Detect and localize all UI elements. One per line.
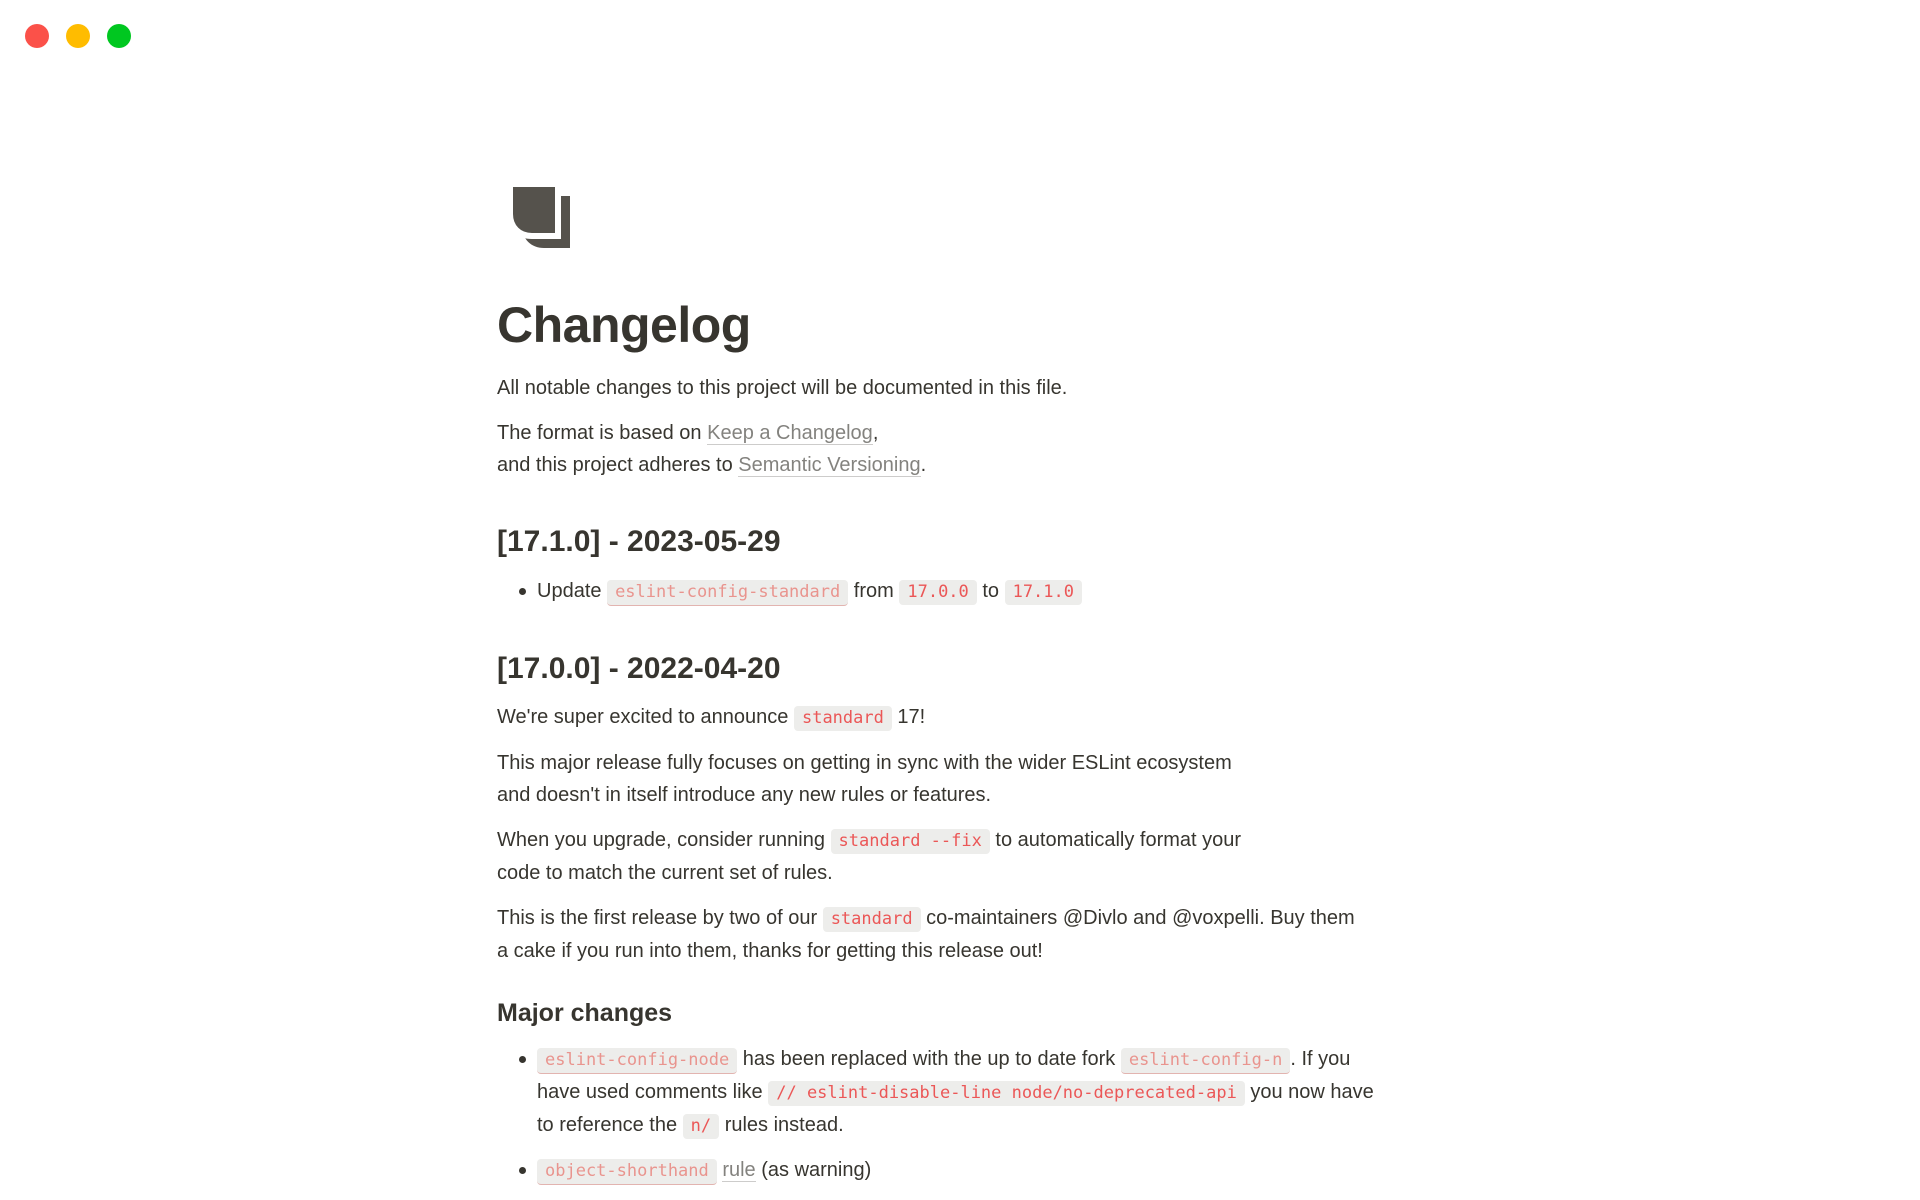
section-heading: Major changes — [497, 999, 673, 1027]
bullet-marker — [497, 575, 537, 608]
text-run: . If you — [1290, 1048, 1351, 1070]
minimize-button[interactable] — [66, 24, 90, 48]
text-run: you now have — [1244, 1081, 1374, 1103]
text-run: rules instead. — [719, 1114, 844, 1136]
text-run: have used comments like — [537, 1081, 769, 1103]
inline-code-link[interactable]: object-shorthand — [537, 1159, 717, 1185]
paragraph — [497, 417, 1697, 481]
text-run: Update — [537, 580, 608, 602]
text-run: 17! — [891, 706, 926, 728]
bullet-item — [497, 575, 1697, 608]
inline-code: standard — [794, 706, 892, 731]
text-run: We're super excited to announce — [497, 706, 794, 728]
inline-code-link[interactable]: eslint-config-node — [537, 1048, 737, 1074]
journals-icon[interactable] — [508, 182, 580, 262]
bullet-text — [537, 575, 1697, 608]
paragraph — [497, 701, 1697, 734]
document-page — [497, 182, 1697, 1187]
text-run: from — [848, 580, 900, 602]
bullet-marker — [497, 1043, 537, 1142]
inline-link[interactable]: Keep a Changelog — [707, 422, 873, 444]
text-run: and this project adheres to — [497, 454, 739, 476]
paragraph — [497, 902, 1697, 967]
text-run: and doesn't in itself introduce any new rules or features. — [497, 784, 992, 806]
text-run: . — [920, 454, 927, 476]
text-run: This major release fully focuses on getting in sync with the wider ESLint ecosystem — [497, 752, 1232, 774]
bullet-text — [537, 1043, 1697, 1142]
text-run: to — [976, 580, 1005, 602]
text-run: to automatically format your — [989, 829, 1242, 851]
text-run: has been replaced with the up to date fork — [737, 1048, 1121, 1070]
paragraph — [497, 372, 1697, 404]
text-run: co-maintainers @Divlo and @voxpelli. Buy them — [920, 907, 1355, 929]
bullet-text — [537, 1154, 1697, 1187]
text-run: The format is based on — [497, 422, 708, 444]
inline-code: standard --fix — [831, 829, 990, 854]
bullet-item — [497, 1154, 1697, 1187]
text-run: When you upgrade, consider running — [497, 829, 831, 851]
inline-code: 17.0.0 — [899, 580, 976, 605]
text-run: a cake if you run into them, thanks for getting this release out! — [497, 940, 1043, 962]
inline-code: n/ — [683, 1114, 719, 1139]
paragraph — [497, 747, 1697, 811]
inline-code: // eslint-disable-line node/no-deprecated-api — [768, 1081, 1245, 1106]
bullet-marker — [497, 1154, 537, 1187]
text-run: , — [872, 422, 879, 444]
inline-code-link[interactable]: eslint-config-standard — [607, 580, 848, 606]
paragraph — [497, 824, 1697, 889]
version-heading: [17.1.0] - 2023-05-29 — [497, 525, 781, 558]
bullet-item — [497, 1043, 1697, 1142]
inline-code: 17.1.0 — [1005, 580, 1082, 605]
text-run: This is the first release by two of our — [497, 907, 823, 929]
inline-link[interactable]: Semantic Versioning — [738, 454, 921, 476]
text-run: All notable changes to this project will be documented in this file. — [497, 377, 1068, 399]
close-button[interactable] — [25, 24, 49, 48]
inline-code: standard — [823, 907, 921, 932]
page-content — [497, 372, 1697, 1187]
page-title: Changelog — [497, 297, 751, 353]
zoom-button[interactable] — [107, 24, 131, 48]
version-heading: [17.0.0] - 2022-04-20 — [497, 652, 781, 685]
inline-code-link[interactable]: eslint-config-n — [1121, 1048, 1291, 1074]
inline-link[interactable]: rule — [722, 1159, 756, 1181]
window-controls — [25, 24, 131, 48]
text-run: code to match the current set of rules. — [497, 862, 833, 884]
text-run: to reference the — [537, 1114, 683, 1136]
text-run: (as warning) — [755, 1159, 872, 1181]
